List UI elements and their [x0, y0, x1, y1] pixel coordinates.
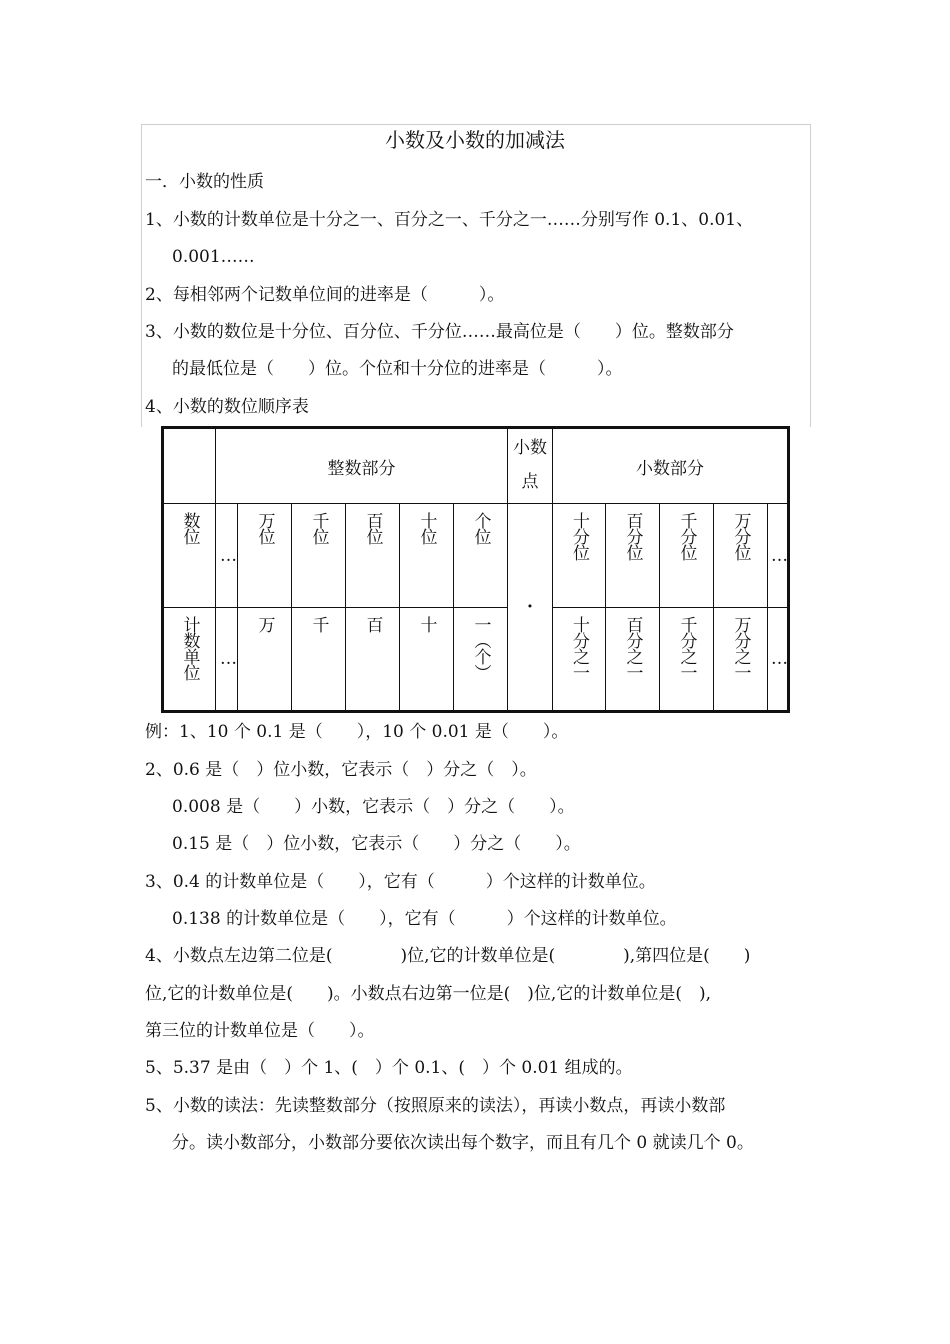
exercise-line: 0.008 是（ ）小数，它表示（ ）分之（ ）。: [172, 797, 575, 817]
place-cell: 十位: [400, 504, 454, 608]
text-line: 1、小数的计数单位是十分之一、百分之一、千分之一……分别写作 0.1、0.01、: [145, 210, 754, 230]
place-cell: 百位: [346, 504, 400, 608]
place-value-table: [161, 426, 790, 713]
row-label-units: 计数单位: [163, 608, 216, 712]
row-label-places: 数位: [163, 504, 216, 608]
decimal-point-header: 小数点: [508, 428, 553, 504]
unit-cell: 百分之一: [606, 608, 660, 712]
ellipsis: …: [768, 608, 789, 712]
exercise-line: 5、5.37 是由（ ）个 1、( ）个 0.1、( ）个 0.01 组成的。: [145, 1058, 633, 1078]
exercise-line: 3、0.4 的计数单位是（ ），它有（ ）个这样的计数单位。: [145, 872, 656, 892]
decimal-part-header: 小数部分: [553, 428, 789, 504]
exercise-line: 4、小数点左边第二位是( )位,它的计数单位是( ),第四位是( ): [145, 946, 751, 966]
exercise-line: 第三位的计数单位是（ ）。: [145, 1021, 375, 1041]
unit-cell: 十分之一: [553, 608, 606, 712]
corner-cell: [163, 428, 216, 504]
text-line: 0.001……: [172, 247, 255, 267]
ellipsis: …: [768, 504, 789, 608]
section-heading: 一．小数的性质: [145, 172, 264, 192]
exercise-line: 0.15 是（ ）位小数，它表示（ ）分之（ ）。: [172, 834, 581, 854]
unit-cell: 一（个）: [454, 608, 508, 712]
exercise-line: 例：1、10 个 0.1 是（ ），10 个 0.01 是（ ）。: [145, 722, 569, 742]
place-cell: 十分位: [553, 504, 606, 608]
place-cell: 万分位: [714, 504, 768, 608]
unit-cell: 万分之一: [714, 608, 768, 712]
text-line: 的最低位是（ ）位。个位和十分位的进率是（ ）。: [172, 359, 623, 379]
unit-cell: 十: [400, 608, 454, 712]
ellipsis: …: [216, 608, 238, 712]
place-cell: 千分位: [660, 504, 714, 608]
unit-cell: 千分之一: [660, 608, 714, 712]
place-cell: 百分位: [606, 504, 660, 608]
place-cell: 千位: [292, 504, 346, 608]
place-cell: 个位: [454, 504, 508, 608]
page-title: 小数及小数的加减法: [385, 128, 565, 152]
text-line: 2、每相邻两个记数单位间的进率是（ ）。: [145, 285, 505, 305]
exercise-line: 0.138 的计数单位是（ ），它有（ ）个这样的计数单位。: [172, 909, 677, 929]
text-line: 3、小数的数位是十分位、百分位、千分位……最高位是（ ）位。整数部分: [145, 322, 734, 342]
integer-part-header: 整数部分: [216, 428, 508, 504]
text-line: 4、小数的数位顺序表: [145, 397, 309, 417]
unit-cell: 百: [346, 608, 400, 712]
unit-cell: 千: [292, 608, 346, 712]
exercise-line: 分。读小数部分，小数部分要依次读出每个数字，而且有几个 0 就读几个 0。: [172, 1133, 754, 1153]
exercise-line: 2、0.6 是（ ）位小数，它表示（ ）分之（ ）。: [145, 760, 537, 780]
exercise-line: 5、小数的读法：先读整数部分（按照原来的读法），再读小数点，再读小数部: [145, 1096, 726, 1116]
unit-cell: 万: [238, 608, 292, 712]
decimal-point-mark: ·: [508, 504, 553, 712]
section-frame: [141, 124, 811, 427]
ellipsis: …: [216, 504, 238, 608]
place-cell: 万位: [238, 504, 292, 608]
exercise-line: 位,它的计数单位是( )。小数点右边第一位是( )位,它的计数单位是( ),: [145, 984, 712, 1004]
